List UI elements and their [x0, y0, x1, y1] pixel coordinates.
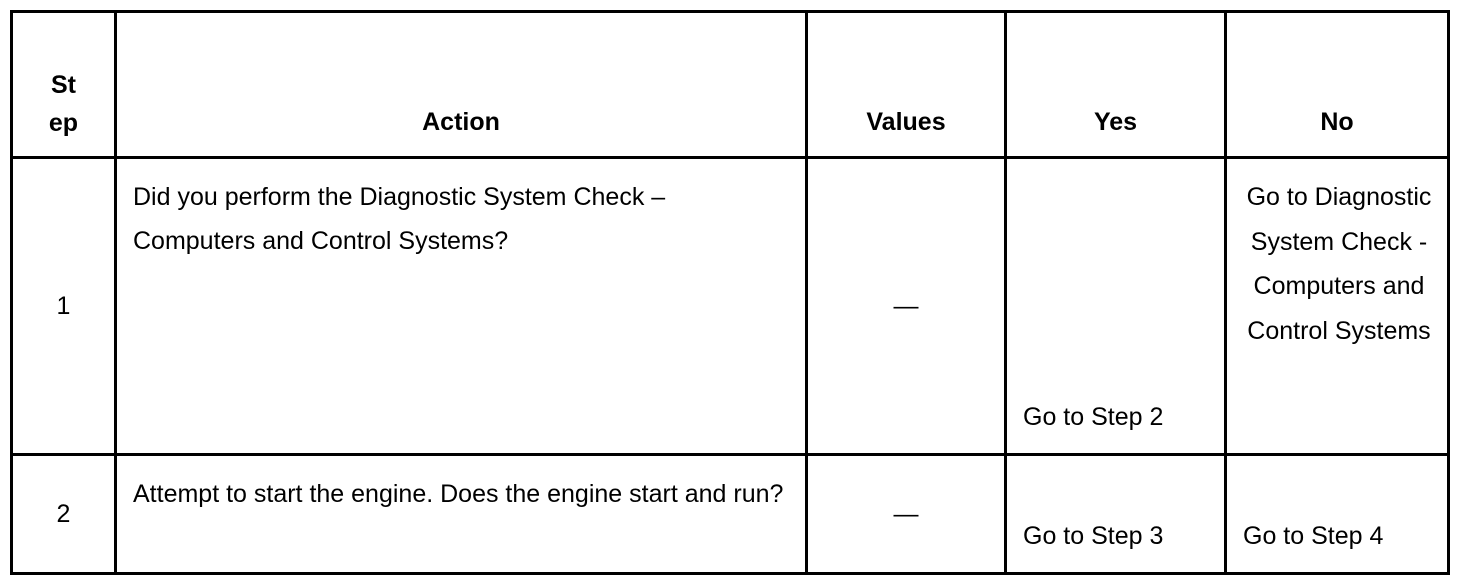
header-yes: Yes	[1006, 12, 1226, 158]
header-action: Action	[116, 12, 807, 158]
step-number: 1	[12, 158, 116, 455]
header-step-label: St ep	[48, 71, 79, 137]
table-row	[12, 158, 1449, 455]
values-cell: —	[807, 158, 1006, 455]
values-cell: —	[807, 455, 1006, 574]
header-step	[12, 12, 116, 158]
no-cell: Go to Step 4	[1226, 455, 1449, 574]
diagnostic-table	[10, 10, 1450, 575]
yes-cell: Go to Step 2	[1006, 158, 1226, 455]
no-cell: Go to Diagnostic System Check - Computers and Control Systems	[1226, 158, 1449, 455]
header-no: No	[1226, 12, 1449, 158]
header-values: Values	[807, 12, 1006, 158]
step-number: 2	[12, 455, 116, 574]
yes-cell: Go to Step 3	[1006, 455, 1226, 574]
table-row	[12, 455, 1449, 574]
action-text: Attempt to start the engine. Does the engine start and run?	[116, 455, 807, 574]
action-text: Did you perform the Diagnostic System Check – Computers and Control Systems?	[116, 158, 807, 455]
table-header-row	[12, 12, 1449, 158]
